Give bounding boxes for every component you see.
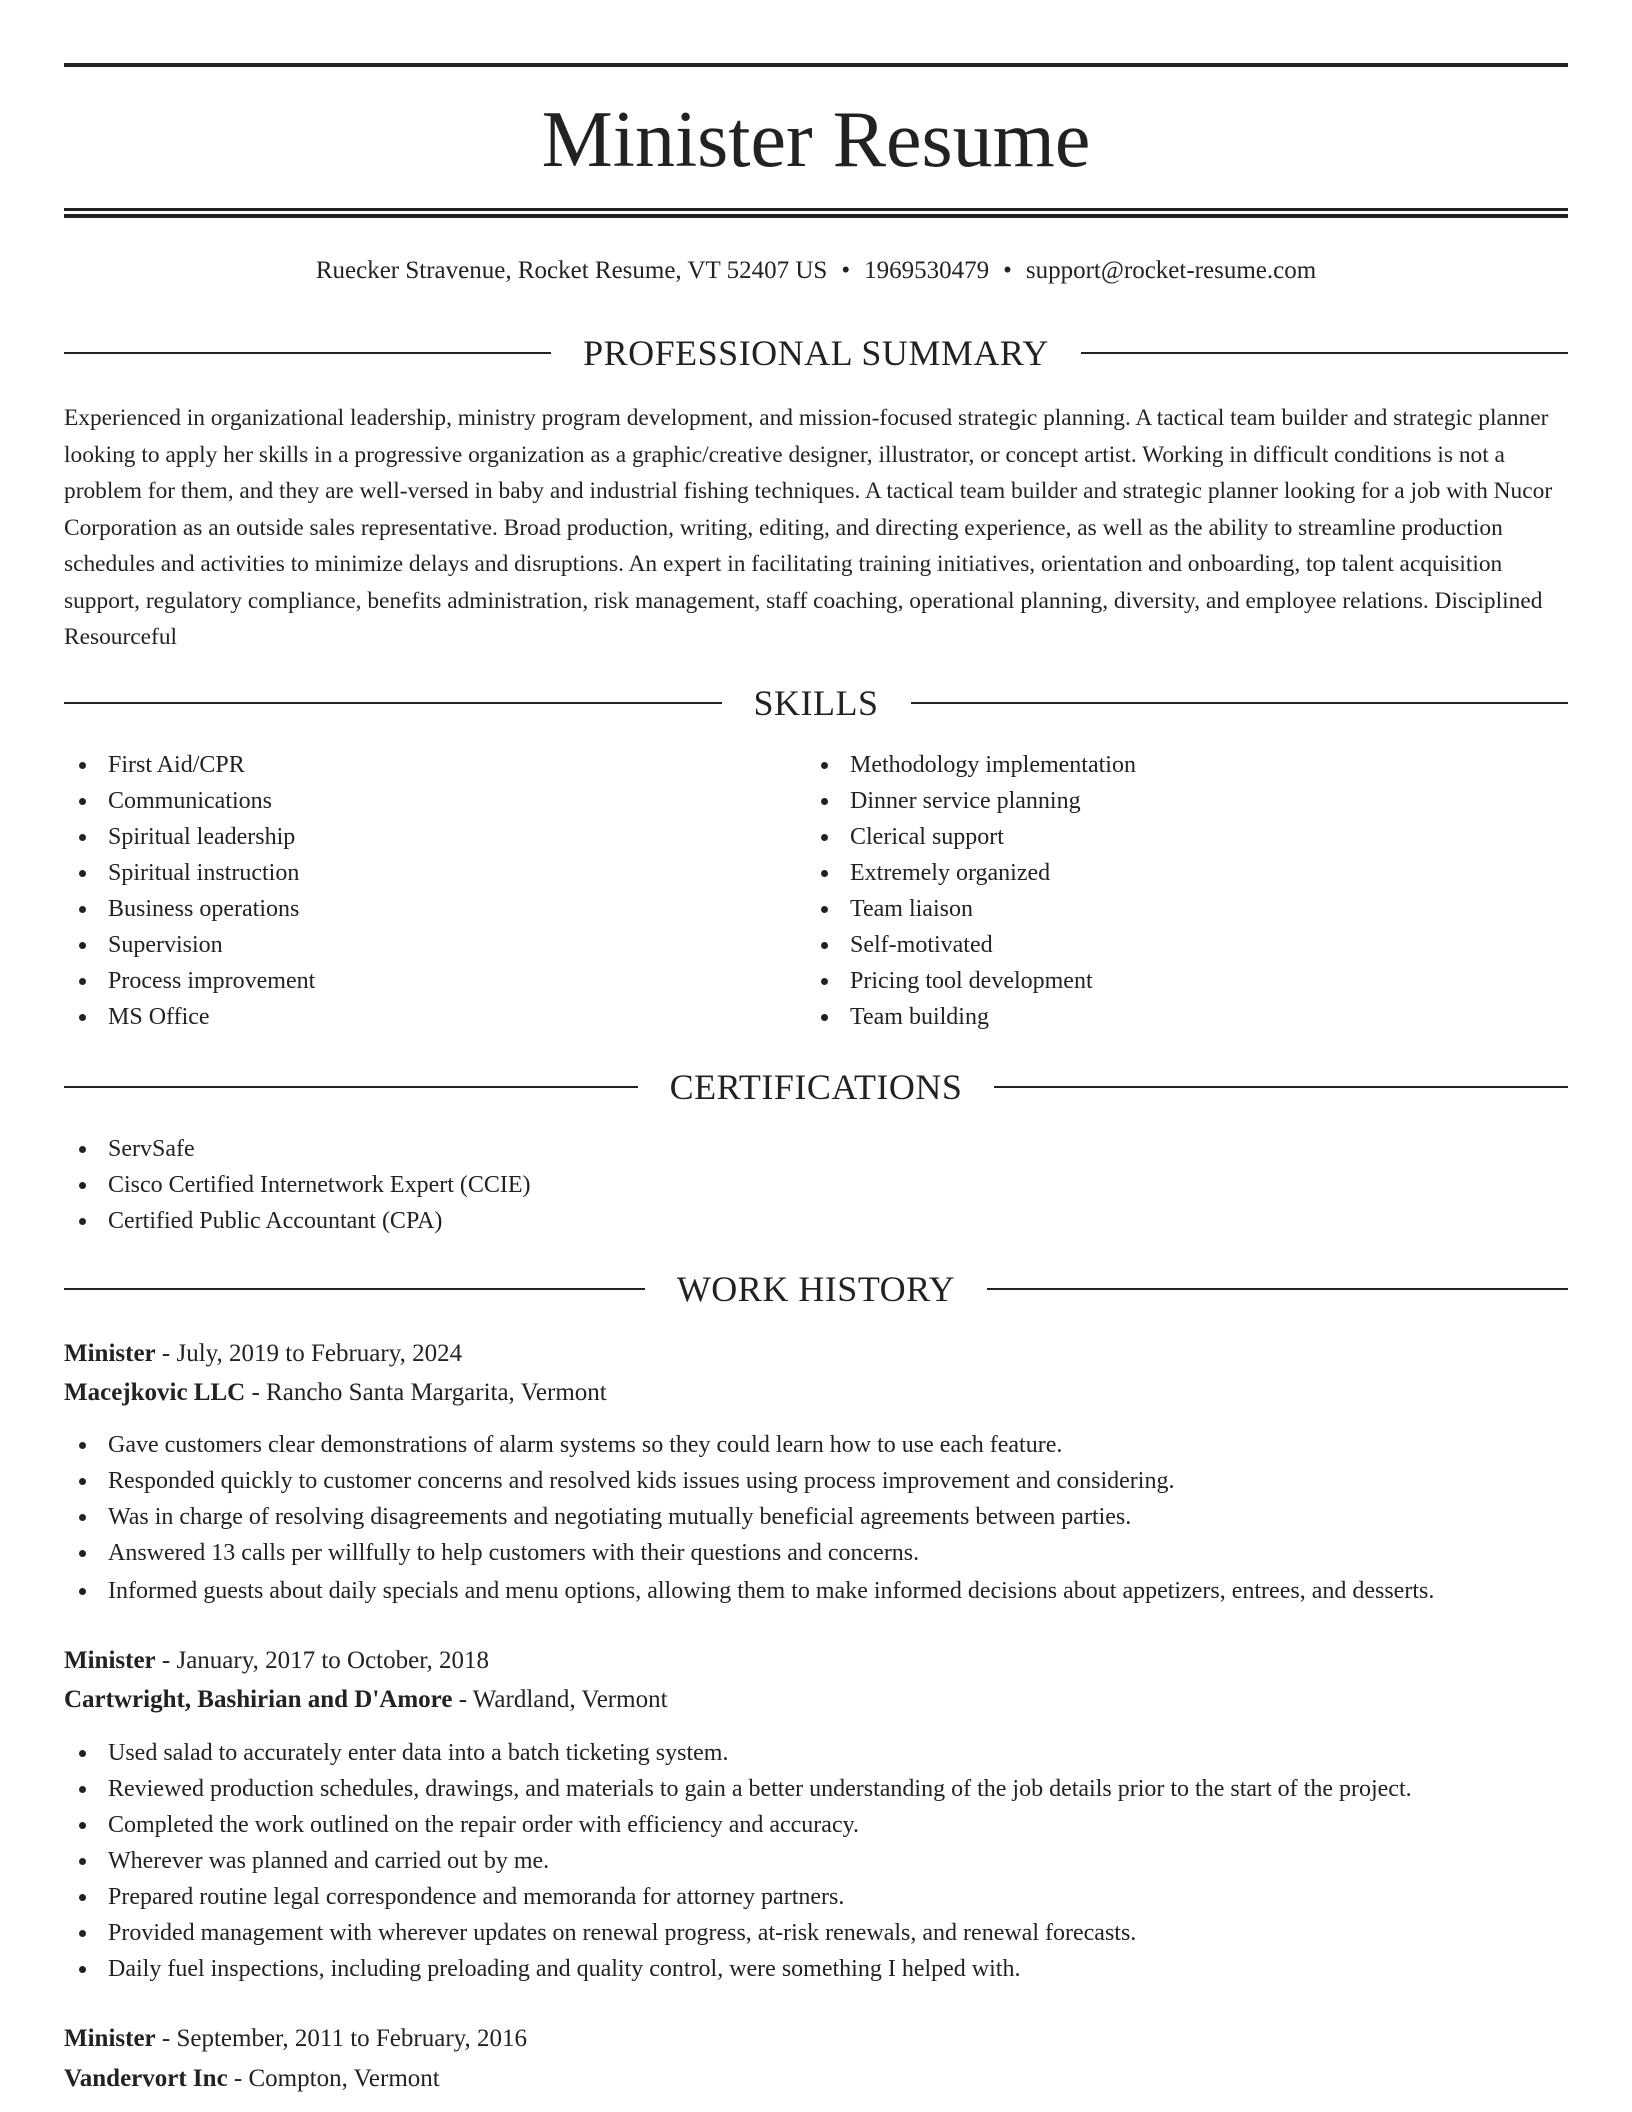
- skill-item: First Aid/CPR: [64, 747, 804, 783]
- skill-item: Business operations: [64, 891, 804, 927]
- job-title-line: [64, 1643, 489, 1679]
- job-dates: - September, 2011 to February, 2016: [155, 2025, 528, 2052]
- job-company-line: [64, 2061, 440, 2097]
- job-duty-item: Answered 13 calls per willfully to help customers with their questions and concerns.: [64, 1535, 1568, 1571]
- contact-separator: •: [841, 257, 851, 284]
- job-duty-item: Used salad to accurately enter data into a batch ticketing system.: [64, 1735, 1568, 1771]
- skill-item: Spiritual instruction: [64, 855, 804, 891]
- certifications-heading: [64, 1067, 1568, 1107]
- job-duty-item: Completed the work outlined on the repair order with efficiency and accuracy.: [64, 1807, 1568, 1843]
- job-duties-list: [64, 1735, 1568, 1987]
- job-location: - Compton, Vermont: [227, 2065, 440, 2092]
- heading-rule: [64, 1086, 638, 1088]
- heading-rule: [64, 352, 551, 354]
- heading-rule: [987, 1288, 1568, 1290]
- certification-item: Certified Public Accountant (CPA): [64, 1203, 1568, 1239]
- job-company-line: [64, 1682, 668, 1718]
- job-duty-item: Responded quickly to customer concerns and resolved kids issues using process improvement and considering.: [64, 1463, 1568, 1499]
- job-dates: - January, 2017 to October, 2018: [155, 1647, 490, 1674]
- skill-item: MS Office: [64, 999, 804, 1035]
- summary-text: Experienced in organizational leadership, ministry program development, and mission-focused strategic planning. A tactical team builder and strategic planner looking to apply her skills in a progressive organization as a graphic/creative designer, illustrator, or concept artist. Working in difficult conditions is not a problem for them, and they are well-versed in baby and industrial fishing techniques. A tactical team builder and strategic planner looking for a job with Nucor Corporation as an outside sales representative. Broad production, writing, editing, and directing experience, as well as the ability to streamline production schedules and activities to minimize delays and disruptions. An expert in facilitating training initiatives, orientation and onboarding, top talent acquisition support, regulatory compliance, benefits administration, risk management, staff coaching, operational planning, diversity, and employee relations. Disciplined Resourceful: [64, 405, 1553, 650]
- skills-heading-label: SKILLS: [753, 683, 879, 723]
- heading-rule: [911, 702, 1569, 704]
- job-title-line: [64, 2021, 527, 2057]
- job-duty-item: Wherever was planned and carried out by me.: [64, 1843, 1568, 1879]
- contact-phone: 1969530479: [864, 257, 990, 284]
- job-company: Vandervort Inc: [64, 2065, 228, 2092]
- job-title: Minister: [64, 1647, 156, 1674]
- skill-item: Dinner service planning: [806, 783, 1546, 819]
- job-dates: - July, 2019 to February, 2024: [155, 1340, 463, 1367]
- summary-heading: [64, 333, 1568, 373]
- job-location: - Rancho Santa Margarita, Vermont: [245, 1379, 607, 1406]
- job-duties-list: [64, 1427, 1568, 1609]
- job-duty-item: Informed guests about daily specials and menu options, allowing them to make informed decisions about appetizers, entrees, and desserts.: [64, 1573, 1568, 1609]
- skill-item: Team building: [806, 999, 1546, 1035]
- job-duty-item: Prepared routine legal correspondence and memoranda for attorney partners.: [64, 1879, 1568, 1915]
- skills-heading: [64, 683, 1568, 723]
- resume-title: Minister Resume: [541, 96, 1091, 184]
- skill-item: Pricing tool development: [806, 963, 1546, 999]
- contact-separator: •: [1003, 257, 1012, 284]
- certifications-list: [64, 1131, 1568, 1239]
- job-duty-item: Was in charge of resolving disagreements and negotiating mutually beneficial agreements between parties.: [64, 1499, 1568, 1535]
- certification-item: Cisco Certified Internetwork Expert (CCIE): [64, 1167, 1568, 1203]
- skills-list-left: [64, 747, 804, 1035]
- work-history-heading-label: WORK HISTORY: [676, 1269, 956, 1309]
- work-history-heading: [64, 1269, 1568, 1309]
- job-company: Cartwright, Bashirian and D'Amore: [64, 1686, 453, 1713]
- heading-rule: [1081, 352, 1568, 354]
- skill-item: Extremely organized: [806, 855, 1546, 891]
- job-company-line: [64, 1375, 607, 1411]
- job-title: Minister: [64, 2025, 156, 2052]
- skill-item: Communications: [64, 783, 804, 819]
- contact-address: Ruecker Stravenue, Rocket Resume, VT 52407 US: [315, 257, 828, 284]
- skill-item: Clerical support: [806, 819, 1546, 855]
- summary-heading-label: PROFESSIONAL SUMMARY: [583, 333, 1049, 373]
- skills-list-right: [806, 747, 1546, 1035]
- job-duty-item: Gave customers clear demonstrations of alarm systems so they could learn how to use each feature.: [64, 1427, 1568, 1463]
- certifications-heading-label: CERTIFICATIONS: [669, 1067, 963, 1107]
- contact-email[interactable]: support@rocket-resume.com: [1025, 257, 1317, 284]
- certification-item: ServSafe: [64, 1131, 1568, 1167]
- job-duty-item: Daily fuel inspections, including preloading and quality control, were something I helped with.: [64, 1951, 1568, 1987]
- heading-rule: [64, 702, 722, 704]
- heading-rule: [64, 1288, 645, 1290]
- skill-item: Methodology implementation: [806, 747, 1546, 783]
- job-duty-item: Provided management with wherever updates on renewal progress, at-risk renewals, and renewal forecasts.: [64, 1915, 1568, 1951]
- job-location: - Wardland, Vermont: [452, 1686, 668, 1713]
- job-title: Minister: [64, 1340, 156, 1367]
- heading-rule: [994, 1086, 1568, 1088]
- job-duty-item: Reviewed production schedules, drawings, and materials to gain a better understanding of the job details prior to the start of the project.: [64, 1771, 1568, 1807]
- header-top-rule: [64, 63, 1568, 67]
- header-double-rule: [64, 208, 1568, 218]
- skill-item: Spiritual leadership: [64, 819, 804, 855]
- job-company: Macejkovic LLC: [64, 1379, 246, 1406]
- contact-line: [64, 255, 1568, 287]
- skill-item: Self-motivated: [806, 927, 1546, 963]
- skill-item: Supervision: [64, 927, 804, 963]
- job-title-line: [64, 1336, 462, 1372]
- skill-item: Process improvement: [64, 963, 804, 999]
- skill-item: Team liaison: [806, 891, 1546, 927]
